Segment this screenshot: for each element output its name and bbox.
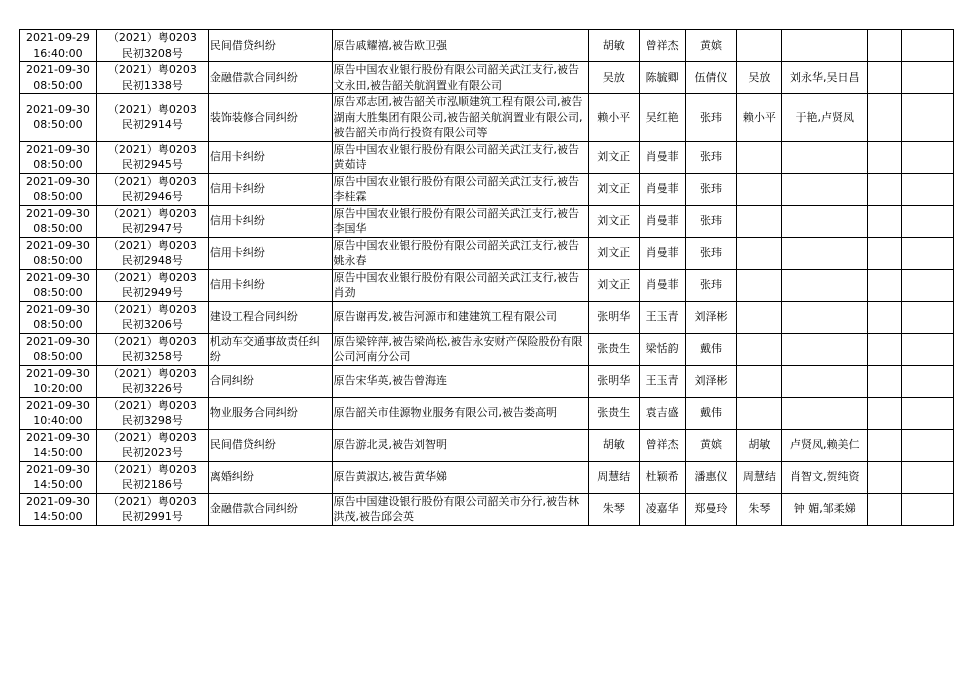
- panel-member-cell: 肖曼菲: [639, 237, 685, 269]
- case-cause-cell: 民间借贷纠纷: [208, 30, 332, 62]
- assessors-cell: [782, 237, 868, 269]
- table-row: [20, 205, 954, 237]
- clerk-cell: 郑曼玲: [685, 493, 737, 525]
- hearing-time-cell: [20, 269, 97, 301]
- hearing-time-cell: [20, 205, 97, 237]
- case-number-cell-line: 民初2186号: [121, 478, 183, 491]
- case-number-cell-line: （2021）粤0203: [107, 270, 197, 284]
- case-number-cell: [96, 62, 208, 94]
- case-cause-cell: 机动车交通事故责任纠纷: [208, 333, 332, 365]
- case-cause-cell: 信用卡纠纷: [208, 269, 332, 301]
- hearing-time-cell-line: 2021-09-30: [25, 430, 90, 444]
- assessors-cell: 于艳,卢贤凤: [782, 94, 868, 142]
- extra-judge-cell: [737, 173, 782, 205]
- case-number-cell-line: （2021）粤0203: [107, 238, 197, 252]
- case-number-cell: [96, 461, 208, 493]
- presiding-judge-cell: 张贵生: [588, 333, 639, 365]
- hearing-time-cell-line: 08:50:00: [33, 222, 83, 235]
- hearing-time-cell: [20, 493, 97, 525]
- table-row: [20, 461, 954, 493]
- table-row: [20, 301, 954, 333]
- hearing-time-cell-line: 16:40:00: [33, 46, 83, 60]
- presiding-judge-cell: 张贵生: [588, 397, 639, 429]
- case-number-cell-line: 民初3208号: [121, 46, 183, 60]
- blank-cell-b: [902, 205, 954, 237]
- blank-cell-a: [868, 141, 902, 173]
- presiding-judge-cell: 刘文正: [588, 173, 639, 205]
- clerk-cell: 张玮: [685, 237, 737, 269]
- hearing-time-cell: [20, 141, 97, 173]
- blank-cell-b: [902, 237, 954, 269]
- assessors-cell: [782, 269, 868, 301]
- hearing-schedule-table: [19, 29, 954, 526]
- hearing-time-cell: [20, 94, 97, 142]
- blank-cell-a: [868, 30, 902, 62]
- clerk-cell: 刘泽彬: [685, 301, 737, 333]
- panel-member-cell: 肖曼菲: [639, 205, 685, 237]
- hearing-time-cell: [20, 62, 97, 94]
- blank-cell-a: [868, 62, 902, 94]
- extra-judge-cell: [737, 237, 782, 269]
- table-row: [20, 365, 954, 397]
- table-row: [20, 173, 954, 205]
- case-number-cell-line: （2021）粤0203: [107, 206, 197, 220]
- clerk-cell: 张玮: [685, 94, 737, 142]
- hearing-time-cell-line: 2021-09-30: [25, 142, 90, 156]
- table-row: [20, 30, 954, 62]
- extra-judge-cell: 朱琴: [737, 493, 782, 525]
- case-number-cell-line: 民初2023号: [121, 446, 183, 459]
- hearing-time-cell-line: 08:50:00: [33, 190, 83, 203]
- case-number-cell: [96, 205, 208, 237]
- case-number-cell-line: 民初2946号: [121, 190, 183, 203]
- presiding-judge-cell: 胡敏: [588, 429, 639, 461]
- blank-cell-a: [868, 365, 902, 397]
- case-number-cell-line: （2021）粤0203: [107, 462, 197, 476]
- hearing-time-cell-line: 2021-09-30: [25, 302, 90, 316]
- case-number-cell: [96, 365, 208, 397]
- hearing-time-cell-line: 08:50:00: [33, 350, 83, 363]
- hearing-time-cell-line: 14:50:00: [33, 446, 83, 459]
- panel-member-cell: 王玉青: [639, 365, 685, 397]
- hearing-time-cell: [20, 173, 97, 205]
- presiding-judge-cell: 朱琴: [588, 493, 639, 525]
- panel-member-cell: 肖曼菲: [639, 173, 685, 205]
- parties-cell: 原告邓志团,被告韶关市泓顺建筑工程有限公司,被告湖南大胜集团有限公司,被告韶关航润置业有限公司,被告韶关市尚行投资有限公司等: [332, 94, 588, 142]
- blank-cell-b: [902, 429, 954, 461]
- blank-cell-a: [868, 493, 902, 525]
- presiding-judge-cell: 吴放: [588, 62, 639, 94]
- assessors-cell: 钟 媚,邹柔娣: [782, 493, 868, 525]
- case-number-cell: [96, 173, 208, 205]
- case-number-cell-line: 民初1338号: [121, 78, 183, 92]
- table-row: [20, 141, 954, 173]
- hearing-time-cell-line: 08:50:00: [33, 318, 83, 331]
- hearing-time-cell: [20, 461, 97, 493]
- parties-cell: 原告梁锌萍,被告梁尚松,被告永安财产保险股份有限公司河南分公司: [332, 333, 588, 365]
- parties-cell: 原告中国建设银行股份有限公司韶关市分行,被告林洪茂,被告邱会英: [332, 493, 588, 525]
- case-number-cell-line: （2021）粤0203: [107, 174, 197, 188]
- parties-cell: 原告中国农业银行股份有限公司韶关武江支行,被告文永田,被告韶关航润置业有限公司: [332, 62, 588, 94]
- case-number-cell-line: （2021）粤0203: [107, 398, 197, 412]
- case-cause-cell: 离婚纠纷: [208, 461, 332, 493]
- hearing-time-cell-line: 2021-09-30: [25, 270, 90, 284]
- blank-cell-a: [868, 397, 902, 429]
- case-number-cell-line: （2021）粤0203: [107, 334, 197, 348]
- hearing-time-cell: [20, 397, 97, 429]
- blank-cell-a: [868, 173, 902, 205]
- blank-cell-b: [902, 461, 954, 493]
- panel-member-cell: 肖曼菲: [639, 269, 685, 301]
- blank-cell-a: [868, 461, 902, 493]
- extra-judge-cell: [737, 397, 782, 429]
- presiding-judge-cell: 张明华: [588, 365, 639, 397]
- case-number-cell-line: 民初2948号: [121, 254, 183, 267]
- clerk-cell: 戴伟: [685, 397, 737, 429]
- case-number-cell: [96, 30, 208, 62]
- table-row: [20, 269, 954, 301]
- extra-judge-cell: [737, 301, 782, 333]
- case-number-cell-line: 民初2914号: [121, 118, 183, 132]
- case-number-cell: [96, 397, 208, 429]
- extra-judge-cell: [737, 269, 782, 301]
- clerk-cell: 张玮: [685, 205, 737, 237]
- case-cause-cell: 信用卡纠纷: [208, 205, 332, 237]
- hearing-time-cell-line: 14:50:00: [33, 478, 83, 491]
- blank-cell-b: [902, 493, 954, 525]
- case-number-cell-line: 民初2947号: [121, 222, 183, 235]
- extra-judge-cell: 吴放: [737, 62, 782, 94]
- case-number-cell-line: （2021）粤0203: [107, 366, 197, 380]
- blank-cell-a: [868, 301, 902, 333]
- parties-cell: 原告韶关市佳源物业服务有限公司,被告娄高明: [332, 397, 588, 429]
- parties-cell: 原告中国农业银行股份有限公司韶关武江支行,被告李桂霖: [332, 173, 588, 205]
- panel-member-cell: 梁恬韵: [639, 333, 685, 365]
- hearing-time-cell-line: 2021-09-30: [25, 63, 90, 76]
- hearing-time-cell-line: 08:50:00: [33, 158, 83, 171]
- hearing-time-cell: [20, 333, 97, 365]
- clerk-cell: 伍倩仪: [685, 62, 737, 94]
- case-number-cell-line: （2021）粤0203: [107, 494, 197, 508]
- parties-cell: 原告中国农业银行股份有限公司韶关武江支行,被告姚永春: [332, 237, 588, 269]
- clerk-cell: 张玮: [685, 269, 737, 301]
- blank-cell-b: [902, 397, 954, 429]
- parties-cell: 原告黄淑达,被告黄华娣: [332, 461, 588, 493]
- table-row: [20, 397, 954, 429]
- blank-cell-a: [868, 205, 902, 237]
- panel-member-cell: 凌嘉华: [639, 493, 685, 525]
- hearing-time-cell-line: 08:50:00: [33, 78, 83, 92]
- presiding-judge-cell: 刘文正: [588, 269, 639, 301]
- extra-judge-cell: [737, 30, 782, 62]
- hearing-time-cell-line: 2021-09-30: [25, 366, 90, 380]
- hearing-time-cell-line: 08:50:00: [33, 286, 83, 299]
- case-number-cell: [96, 94, 208, 142]
- hearing-time-cell: [20, 365, 97, 397]
- case-cause-cell: 民间借贷纠纷: [208, 429, 332, 461]
- panel-member-cell: 杜颖希: [639, 461, 685, 493]
- case-number-cell-line: 民初3258号: [121, 350, 183, 363]
- assessors-cell: [782, 205, 868, 237]
- blank-cell-b: [902, 173, 954, 205]
- extra-judge-cell: 胡敏: [737, 429, 782, 461]
- presiding-judge-cell: 刘文正: [588, 141, 639, 173]
- hearing-time-cell: [20, 301, 97, 333]
- blank-cell-b: [902, 333, 954, 365]
- blank-cell-a: [868, 269, 902, 301]
- assessors-cell: [782, 365, 868, 397]
- table-body: [20, 30, 954, 526]
- case-cause-cell: 建设工程合同纠纷: [208, 301, 332, 333]
- case-number-cell: [96, 141, 208, 173]
- hearing-time-cell-line: 2021-09-30: [25, 102, 90, 116]
- case-number-cell-line: （2021）粤0203: [107, 31, 197, 44]
- panel-member-cell: 陈毓卿: [639, 62, 685, 94]
- hearing-time-cell-line: 2021-09-30: [25, 334, 90, 348]
- panel-member-cell: 肖曼菲: [639, 141, 685, 173]
- presiding-judge-cell: 张明华: [588, 301, 639, 333]
- hearing-time-cell: [20, 237, 97, 269]
- case-number-cell: [96, 269, 208, 301]
- hearing-time-cell-line: 2021-09-30: [25, 206, 90, 220]
- panel-member-cell: 曾祥杰: [639, 429, 685, 461]
- clerk-cell: 黄嫔: [685, 30, 737, 62]
- case-cause-cell: 装饰装修合同纠纷: [208, 94, 332, 142]
- table-row: [20, 237, 954, 269]
- hearing-time-cell-line: 08:50:00: [33, 254, 83, 267]
- hearing-time-cell-line: 2021-09-30: [25, 238, 90, 252]
- assessors-cell: [782, 141, 868, 173]
- hearing-time-cell-line: 14:50:00: [33, 510, 83, 523]
- case-number-cell: [96, 237, 208, 269]
- case-number-cell-line: （2021）粤0203: [107, 63, 197, 76]
- hearing-time-cell-line: 2021-09-30: [25, 462, 90, 476]
- hearing-time-cell-line: 2021-09-30: [25, 174, 90, 188]
- case-number-cell-line: 民初2991号: [121, 510, 183, 523]
- table-row: [20, 62, 954, 94]
- extra-judge-cell: 周慧结: [737, 461, 782, 493]
- case-number-cell-line: （2021）粤0203: [107, 430, 197, 444]
- blank-cell-b: [902, 30, 954, 62]
- case-cause-cell: 信用卡纠纷: [208, 141, 332, 173]
- clerk-cell: 刘泽彬: [685, 365, 737, 397]
- clerk-cell: 潘惠仪: [685, 461, 737, 493]
- assessors-cell: 卢贤凤,赖美仁: [782, 429, 868, 461]
- blank-cell-b: [902, 301, 954, 333]
- assessors-cell: [782, 173, 868, 205]
- blank-cell-a: [868, 333, 902, 365]
- parties-cell: 原告中国农业银行股份有限公司韶关武江支行,被告肖劲: [332, 269, 588, 301]
- clerk-cell: 张玮: [685, 173, 737, 205]
- blank-cell-b: [902, 62, 954, 94]
- hearing-time-cell-line: 10:40:00: [33, 414, 83, 427]
- parties-cell: 原告中国农业银行股份有限公司韶关武江支行,被告李国华: [332, 205, 588, 237]
- clerk-cell: 黄嫔: [685, 429, 737, 461]
- case-number-cell-line: （2021）粤0203: [107, 302, 197, 316]
- panel-member-cell: 王玉青: [639, 301, 685, 333]
- case-number-cell: [96, 493, 208, 525]
- assessors-cell: [782, 30, 868, 62]
- hearing-time-cell-line: 2021-09-30: [25, 494, 90, 508]
- table-row: [20, 94, 954, 142]
- case-cause-cell: 信用卡纠纷: [208, 237, 332, 269]
- extra-judge-cell: [737, 141, 782, 173]
- presiding-judge-cell: 周慧结: [588, 461, 639, 493]
- table-row: [20, 429, 954, 461]
- clerk-cell: 张玮: [685, 141, 737, 173]
- extra-judge-cell: [737, 333, 782, 365]
- case-cause-cell: 信用卡纠纷: [208, 173, 332, 205]
- case-number-cell: [96, 429, 208, 461]
- assessors-cell: [782, 333, 868, 365]
- case-cause-cell: 物业服务合同纠纷: [208, 397, 332, 429]
- hearing-time-cell: [20, 429, 97, 461]
- table-row: [20, 493, 954, 525]
- panel-member-cell: 袁吉盛: [639, 397, 685, 429]
- case-number-cell-line: 民初3298号: [121, 414, 183, 427]
- panel-member-cell: 吴红艳: [639, 94, 685, 142]
- hearing-time-cell: [20, 30, 97, 62]
- blank-cell-a: [868, 429, 902, 461]
- hearing-time-cell-line: 2021-09-29: [25, 31, 90, 44]
- case-number-cell-line: （2021）粤0203: [107, 142, 197, 156]
- hearing-time-cell-line: 10:20:00: [33, 382, 83, 395]
- case-number-cell-line: （2021）粤0203: [107, 102, 197, 116]
- case-cause-cell: 合同纠纷: [208, 365, 332, 397]
- assessors-cell: 肖智文,贺纯资: [782, 461, 868, 493]
- presiding-judge-cell: 胡敏: [588, 30, 639, 62]
- parties-cell: 原告戚耀禧,被告欧卫强: [332, 30, 588, 62]
- extra-judge-cell: [737, 205, 782, 237]
- hearing-time-cell-line: 2021-09-30: [25, 398, 90, 412]
- parties-cell: 原告游北灵,被告刘智明: [332, 429, 588, 461]
- blank-cell-b: [902, 94, 954, 142]
- blank-cell-b: [902, 365, 954, 397]
- assessors-cell: [782, 301, 868, 333]
- presiding-judge-cell: 赖小平: [588, 94, 639, 142]
- case-cause-cell: 金融借款合同纠纷: [208, 62, 332, 94]
- blank-cell-a: [868, 94, 902, 142]
- clerk-cell: 戴伟: [685, 333, 737, 365]
- assessors-cell: 刘永华,吴日昌: [782, 62, 868, 94]
- case-cause-cell: 金融借款合同纠纷: [208, 493, 332, 525]
- case-number-cell-line: 民初2945号: [121, 158, 183, 171]
- case-number-cell-line: 民初2949号: [121, 286, 183, 299]
- extra-judge-cell: 赖小平: [737, 94, 782, 142]
- presiding-judge-cell: 刘文正: [588, 237, 639, 269]
- assessors-cell: [782, 397, 868, 429]
- case-number-cell-line: 民初3226号: [121, 382, 183, 395]
- parties-cell: 原告宋华英,被告曾海连: [332, 365, 588, 397]
- presiding-judge-cell: 刘文正: [588, 205, 639, 237]
- table-row: [20, 333, 954, 365]
- case-number-cell-line: 民初3206号: [121, 318, 183, 331]
- hearing-time-cell-line: 08:50:00: [33, 118, 83, 132]
- parties-cell: 原告中国农业银行股份有限公司韶关武江支行,被告黄茹诗: [332, 141, 588, 173]
- case-number-cell: [96, 333, 208, 365]
- extra-judge-cell: [737, 365, 782, 397]
- parties-cell: 原告谢再发,被告河源市和建建筑工程有限公司: [332, 301, 588, 333]
- blank-cell-a: [868, 237, 902, 269]
- case-number-cell: [96, 301, 208, 333]
- blank-cell-b: [902, 141, 954, 173]
- panel-member-cell: 曾祥杰: [639, 30, 685, 62]
- blank-cell-b: [902, 269, 954, 301]
